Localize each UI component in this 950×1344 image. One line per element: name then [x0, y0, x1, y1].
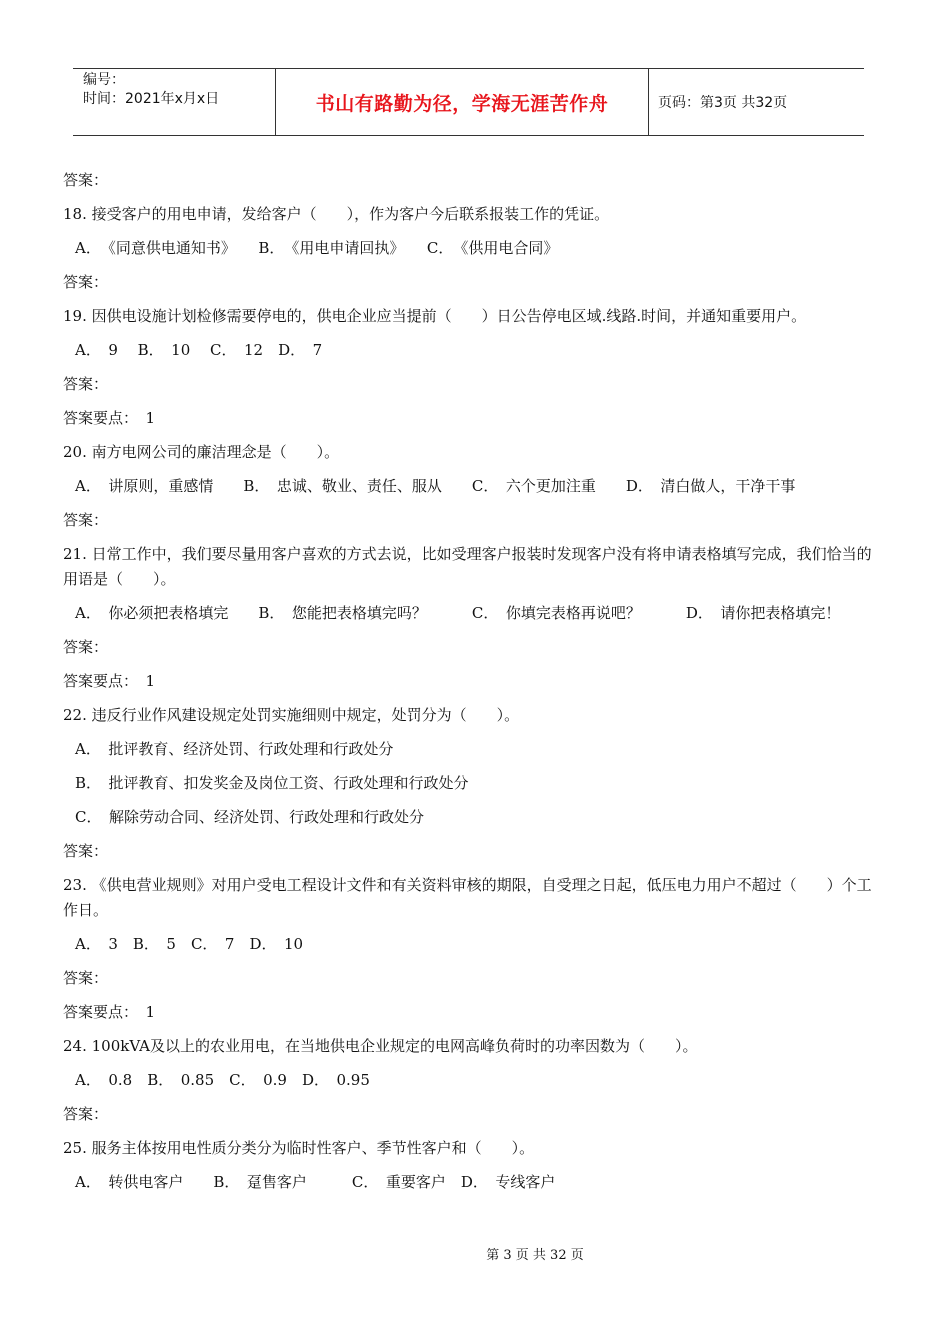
- question-22-option-c: C． 解除劳动合同、经济处罚、行政处理和行政处分: [75, 808, 424, 826]
- doc-number-label: 编号：: [83, 72, 125, 88]
- answer-key-line: 答案要点： 1: [63, 409, 156, 427]
- answer-line: 答案：: [63, 969, 109, 987]
- answer-key-line: 答案要点： 1: [63, 672, 156, 690]
- question-18: 18. 接受客户的用电申请，发给客户（ ），作为客户今后联系报装工作的凭证。: [63, 205, 610, 223]
- answer-line: 答案：: [63, 842, 109, 860]
- question-19: 19. 因供电设施计划检修需要停电的，供电企业应当提前（ ）日公告停电区域.线路.时间，并通知重要用户。: [63, 307, 807, 325]
- question-18-options: A． 《同意供电通知书》 B． 《用电申请回执》 C． 《供用电合同》: [75, 239, 559, 257]
- answer-line: 答案：: [63, 273, 109, 291]
- header-motto-cell: [275, 69, 649, 135]
- question-25-options: A． 转供电客户 B． 趸售客户 C． 重要客户 D． 专线客户: [75, 1173, 556, 1191]
- question-20: 20. 南方电网公司的廉洁理念是（ ）。: [63, 443, 340, 461]
- answer-line: 答案：: [63, 511, 109, 529]
- question-22-option-a: A． 批评教育、经济处罚、行政处理和行政处分: [75, 740, 394, 758]
- answer-line: 答案：: [63, 1105, 109, 1123]
- question-22-option-b: B． 批评教育、扣发奖金及岗位工资、行政处理和行政处分: [75, 774, 469, 792]
- question-23-options: A． 3 B． 5 C． 7 D． 10: [75, 935, 304, 953]
- motto: 书山有路勤为径，学海无涯苦作舟: [315, 92, 609, 115]
- header-meta: [73, 69, 275, 135]
- question-24-options: A． 0.8 B． 0.85 C． 0.9 D． 0.95: [75, 1071, 370, 1089]
- question-21: 21. 日常工作中，我们要尽量用客户喜欢的方式去说，比如受理客户报装时发现客户没有将申请表格填写完成，我们恰当的用语是（ ）。: [63, 545, 872, 588]
- header-page-cell: [649, 69, 864, 135]
- page-header: [73, 68, 864, 136]
- question-list: [63, 168, 881, 1195]
- question-23: 23. 《供电营业规则》对用户受电工程设计文件和有关资料审核的期限，自受理之日起，低压电力用户不超过（ ）个工作日。: [63, 876, 872, 919]
- answer-line: 答案：: [63, 375, 109, 393]
- time-label: 时间：2021年x月x日: [83, 91, 220, 107]
- answer-key-line: 答案要点： 1: [63, 1003, 156, 1021]
- answer-line: 答案：: [63, 171, 109, 189]
- question-24: 24. 100kVA及以上的农业用电，在当地供电企业规定的电网高峰负荷时的功率因数为（ ）。: [63, 1037, 698, 1055]
- question-19-options: A． 9 B． 10 C． 12 D． 7: [75, 341, 323, 359]
- question-20-options: A． 讲原则，重感情 B． 忠诚、敬业、责任、服从 C． 六个更加注重 D． 清白做人，干净干事: [75, 477, 796, 495]
- question-21-options: A． 你必须把表格填完 B． 您能把表格填完吗？ C． 你填完表格再说吧？ D． 请你把表格填完！: [75, 604, 841, 622]
- question-22: 22. 违反行业作风建设规定处罚实施细则中规定，处罚分为（ ）。: [63, 706, 520, 724]
- page-footer: 第 3 页 共 32 页: [486, 1248, 584, 1263]
- question-25: 25. 服务主体按用电性质分类分为临时性客户、季节性客户和（ ）。: [63, 1139, 535, 1157]
- page-number-label: 页码：第3页 共32页: [658, 95, 788, 111]
- answer-line: 答案：: [63, 638, 109, 656]
